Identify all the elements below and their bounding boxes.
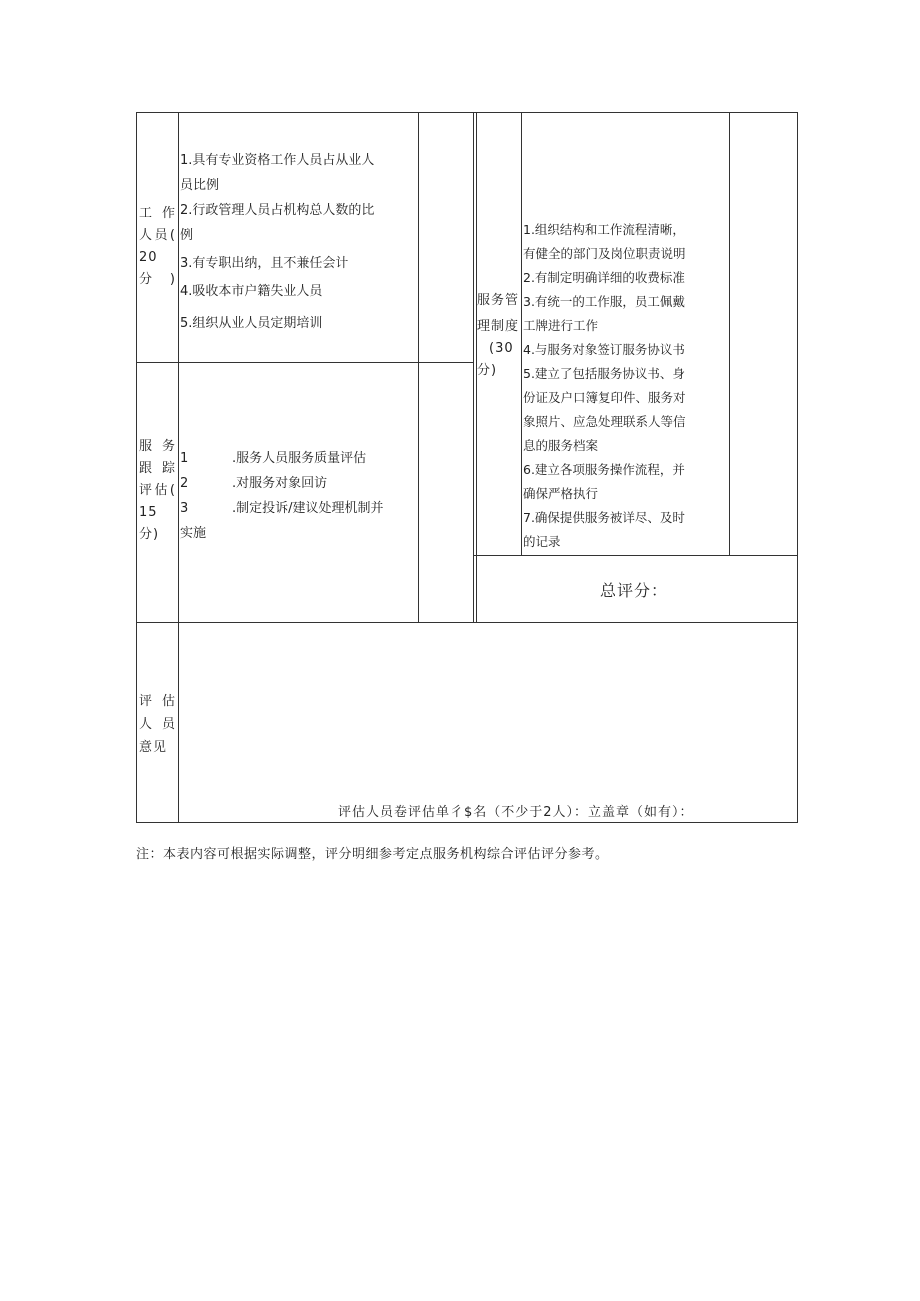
- tracking-label-line: 15: [139, 505, 158, 520]
- management-item: 工牌进行工作: [523, 318, 599, 333]
- tracking-item-number: 1: [180, 451, 189, 466]
- opinion-label-line: 人 员: [139, 717, 176, 732]
- staff-item: 员比例: [180, 178, 220, 193]
- table-border: [474, 555, 798, 556]
- tracking-item-text: .对服务对象回访: [232, 476, 328, 491]
- management-label-line: 理制度: [477, 319, 520, 334]
- tracking-label-line: 服 务: [139, 439, 176, 454]
- table-border: [178, 112, 179, 823]
- table-border: [473, 112, 474, 623]
- footnote: 注：本表内容可根据实际调整，评分明细参考定点服务机构综合评估评分参考。: [136, 847, 609, 862]
- staff-item: 例: [180, 228, 194, 243]
- tracking-label-line: 评估(: [139, 483, 176, 498]
- management-item: 3.有统一的工作服，员工佩戴: [523, 294, 685, 309]
- table-border: [521, 112, 522, 556]
- tracking-item-number: 2: [180, 476, 189, 491]
- table-border: [418, 112, 419, 623]
- management-item: 有健全的部门及岗位职责说明: [523, 246, 686, 261]
- opinion-label-line: 评 估: [139, 694, 176, 709]
- table-border: [136, 622, 798, 623]
- table-border: [136, 362, 474, 363]
- management-item: 7.确保提供服务被详尽、及时: [523, 510, 685, 525]
- management-item: 确保严格执行: [523, 486, 599, 501]
- management-item: 6.建立各项服务操作流程，并: [523, 462, 685, 477]
- table-border: [797, 112, 798, 823]
- staff-item: 1.具有专业资格工作人员占从业人: [180, 153, 375, 168]
- management-item: 2.有制定明确详细的收费标准: [523, 270, 685, 285]
- tracking-label: [139, 436, 176, 546]
- management-item: 5.建立了包括服务协议书、身: [523, 366, 685, 381]
- evaluator-signature-line: 评估人员卷评估单彳$名（不少于2人）：立盖章（如有）：: [338, 805, 694, 820]
- tracking-label-line: 分): [139, 527, 160, 542]
- management-item: 4.与服务对象签订服务协议书: [523, 342, 685, 357]
- management-item: 息的服务档案: [523, 438, 599, 453]
- staff-label-line: 工 作: [139, 206, 176, 221]
- opinion-label: [139, 690, 176, 759]
- tracking-item-tail: 实施: [180, 526, 207, 541]
- management-label-line: 服务管: [477, 293, 520, 308]
- management-item: 1.组织结构和工作流程清晰，: [523, 222, 685, 237]
- total-score-label: 总评分：: [600, 581, 669, 600]
- management-label: [477, 290, 521, 382]
- tracking-item: [180, 471, 418, 496]
- staff-item: 2.行政管理人员占机构总人数的比: [180, 203, 375, 218]
- tracking-items: [180, 446, 418, 546]
- management-item: 份证及户口簿复印件、服务对: [523, 390, 686, 405]
- tracking-item-number: 3: [180, 501, 189, 516]
- tracking-item: [180, 496, 418, 521]
- staff-items: [180, 148, 418, 336]
- tracking-item-text: .服务人员服务质量评估: [232, 451, 367, 466]
- table-border: [136, 112, 137, 823]
- opinion-label-line: 意见: [139, 740, 168, 755]
- tracking-item-text: .制定投诉/建议处理机制并: [232, 501, 384, 516]
- staff-label-line: 20分): [139, 250, 176, 287]
- table-border: [729, 112, 730, 556]
- staff-label-line: 人员(: [139, 228, 176, 243]
- management-items: [523, 218, 729, 554]
- tracking-label-line: 跟 踪: [139, 461, 176, 476]
- staff-item: 4.吸收本市户籍失业人员: [180, 284, 323, 299]
- staff-item: 3.有专职出纳，且不兼任会计: [180, 256, 349, 271]
- management-item: 的记录: [523, 534, 561, 549]
- table-border: [136, 822, 798, 823]
- tracking-item: [180, 446, 418, 471]
- table-border: [136, 112, 798, 113]
- management-label-line: (30: [489, 341, 514, 356]
- staff-label: [139, 203, 176, 291]
- staff-item: 5.组织从业人员定期培训: [180, 316, 323, 331]
- management-item: 象照片、应急处理联系人等信: [523, 414, 686, 429]
- management-label-line: 分): [477, 363, 498, 378]
